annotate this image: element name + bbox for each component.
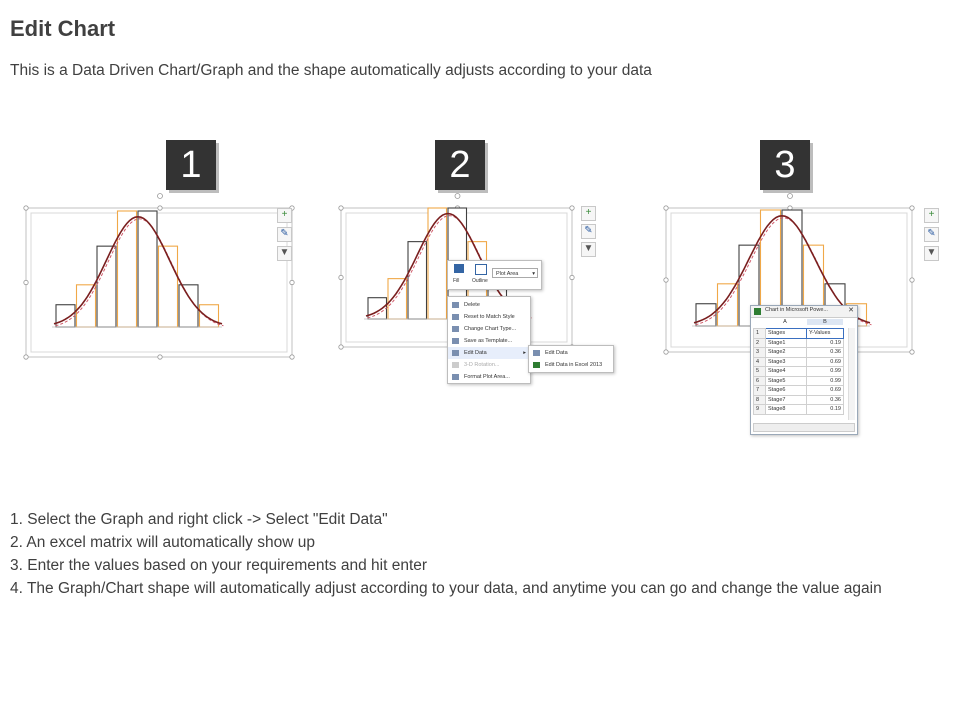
excel-icon <box>533 362 540 368</box>
page-subtitle: This is a Data Driven Chart/Graph and the shape automatically adjusts according to your data <box>10 62 652 79</box>
menu-item-reset-style[interactable]: Reset to Match Style <box>448 311 530 323</box>
format-icon <box>452 374 459 380</box>
cell-stage[interactable]: Stage4 <box>766 367 807 377</box>
cell-stage[interactable]: Stage1 <box>766 338 807 348</box>
horizontal-scrollbar[interactable] <box>753 423 855 432</box>
chart-styles-brush-icon[interactable]: ✎ <box>924 227 939 242</box>
excel-row <box>754 329 844 339</box>
chart-elements-plus-icon[interactable]: + <box>924 208 939 223</box>
row-number[interactable]: 1 <box>754 329 766 339</box>
cell-value[interactable]: 0.19 <box>807 338 844 348</box>
resize-handle[interactable] <box>290 280 294 284</box>
context-menu <box>447 296 531 384</box>
menu-item-format-plot-area[interactable]: Format Plot Area... <box>448 371 530 383</box>
excel-row <box>754 386 844 396</box>
chart-styles-brush-icon[interactable]: ✎ <box>277 227 292 242</box>
excel-window-title: Chart in Microsoft Powe... <box>765 307 828 313</box>
cell-stage[interactable]: Stage2 <box>766 348 807 358</box>
chart-bar[interactable] <box>718 284 738 326</box>
instructions <box>10 508 940 600</box>
cell-value[interactable]: 0.69 <box>807 386 844 396</box>
excel-row <box>754 395 844 405</box>
chart-bar[interactable] <box>696 304 716 326</box>
rotate-handle-icon[interactable] <box>455 194 460 199</box>
row-number[interactable]: 7 <box>754 386 766 396</box>
chevron-right-icon: ▸ <box>523 350 526 356</box>
column-header-b[interactable]: B <box>807 319 843 325</box>
menu-item-change-chart-type[interactable]: Change Chart Type... <box>448 323 530 335</box>
resize-handle[interactable] <box>158 355 162 359</box>
excel-row <box>754 376 844 386</box>
cell-stage[interactable]: Stages <box>766 329 807 339</box>
format-mini-toolbar <box>447 260 542 290</box>
menu-item-edit-data[interactable]: Edit Data ▸ <box>448 347 530 359</box>
chart-filter-icon[interactable]: ▼ <box>581 242 596 257</box>
cell-value[interactable]: Y-Values <box>807 329 844 339</box>
row-number[interactable]: 4 <box>754 357 766 367</box>
outline-pen-icon[interactable] <box>475 264 487 275</box>
delete-icon <box>452 302 459 308</box>
resize-handle[interactable] <box>910 206 914 210</box>
row-number[interactable]: 3 <box>754 348 766 358</box>
chart-styles-brush-icon[interactable]: ✎ <box>581 224 596 239</box>
close-icon[interactable]: ✕ <box>848 307 854 314</box>
chart-element-dropdown[interactable] <box>492 268 538 278</box>
row-number[interactable]: 9 <box>754 405 766 415</box>
chevron-down-icon: ▾ <box>532 271 535 277</box>
reset-style-icon <box>452 314 459 320</box>
submenu-item-edit-data[interactable]: Edit Data <box>529 347 613 359</box>
resize-handle[interactable] <box>910 350 914 354</box>
resize-handle[interactable] <box>339 345 343 349</box>
outline-label: Outline <box>472 278 488 284</box>
step-badge-3: 3 <box>760 140 810 190</box>
excel-row <box>754 367 844 377</box>
resize-handle[interactable] <box>664 206 668 210</box>
fill-label: Fill <box>453 278 460 284</box>
rotate-handle-icon[interactable] <box>158 194 163 199</box>
row-number[interactable]: 8 <box>754 395 766 405</box>
excel-grid <box>753 328 844 415</box>
instruction-step-4: 4. The Graph/Chart shape will automatically adjust according to your data, and anytime you can go and change the value again <box>10 580 882 597</box>
chart-bar[interactable] <box>138 211 157 327</box>
resize-handle[interactable] <box>24 206 28 210</box>
chart-elements-plus-icon[interactable]: + <box>277 208 292 223</box>
resize-handle[interactable] <box>339 275 343 279</box>
resize-handle[interactable] <box>570 275 574 279</box>
page-title: Edit Chart <box>10 16 116 41</box>
rotation-icon <box>452 362 459 368</box>
excel-row <box>754 348 844 358</box>
chart-panel-1[interactable] <box>20 190 300 365</box>
excel-icon <box>754 308 761 315</box>
cell-stage[interactable]: Stage6 <box>766 386 807 396</box>
instruction-step-1: 1. Select the Graph and right click -> Select "Edit Data" <box>10 511 388 528</box>
menu-item-save-template[interactable]: Save as Template... <box>448 335 530 347</box>
chart-type-icon <box>452 326 459 332</box>
cell-value[interactable]: 0.69 <box>807 357 844 367</box>
resize-handle[interactable] <box>570 206 574 210</box>
chart-bar[interactable] <box>200 305 219 327</box>
submenu-item-edit-data-excel[interactable]: Edit Data in Excel 2013 <box>529 359 613 371</box>
vertical-scrollbar[interactable] <box>848 328 855 420</box>
cell-value[interactable]: 0.99 <box>807 367 844 377</box>
chart-elements-plus-icon[interactable]: + <box>581 206 596 221</box>
cell-value[interactable]: 0.99 <box>807 376 844 386</box>
cell-stage[interactable]: Stage5 <box>766 376 807 386</box>
excel-row <box>754 338 844 348</box>
cell-stage[interactable]: Stage8 <box>766 405 807 415</box>
edit-data-icon <box>533 350 540 356</box>
cell-value[interactable]: 0.19 <box>807 405 844 415</box>
cell-value[interactable]: 0.36 <box>807 395 844 405</box>
fill-bucket-icon[interactable] <box>454 264 464 273</box>
resize-handle[interactable] <box>910 278 914 282</box>
edit-data-submenu <box>528 345 614 373</box>
row-number[interactable]: 6 <box>754 376 766 386</box>
menu-item-delete[interactable]: Delete <box>448 299 530 311</box>
step-badge-2: 2 <box>435 140 485 190</box>
excel-row <box>754 405 844 415</box>
resize-handle[interactable] <box>339 206 343 210</box>
template-icon <box>452 338 459 344</box>
resize-handle[interactable] <box>290 355 294 359</box>
step-badge-1: 1 <box>166 140 216 190</box>
resize-handle[interactable] <box>664 350 668 354</box>
resize-handle[interactable] <box>158 206 162 210</box>
excel-row <box>754 357 844 367</box>
resize-handle[interactable] <box>664 278 668 282</box>
chart-bar[interactable] <box>56 305 75 327</box>
menu-item-3d-rotation[interactable]: 3-D Rotation... <box>448 359 530 371</box>
chart-bar[interactable] <box>428 208 447 319</box>
instruction-step-3: 3. Enter the values based on your requirements and hit enter <box>10 557 428 574</box>
chart-bar[interactable] <box>368 298 387 319</box>
cell-stage[interactable]: Stage7 <box>766 395 807 405</box>
chart-bar[interactable] <box>388 279 407 319</box>
cell-stage[interactable]: Stage3 <box>766 357 807 367</box>
rotate-handle-icon[interactable] <box>788 194 793 199</box>
chart-filter-icon[interactable]: ▼ <box>924 246 939 261</box>
resize-handle[interactable] <box>24 280 28 284</box>
chart-bar[interactable] <box>118 211 137 327</box>
cell-value[interactable]: 0.36 <box>807 348 844 358</box>
excel-title-bar <box>751 306 857 318</box>
chart-element-dropdown-value: Plot Area <box>496 271 519 277</box>
edit-data-icon <box>452 350 459 356</box>
chart-bar[interactable] <box>77 285 96 327</box>
excel-data-window <box>750 305 858 435</box>
resize-handle[interactable] <box>24 355 28 359</box>
instruction-step-2: 2. An excel matrix will automatically show up <box>10 534 315 551</box>
row-number[interactable]: 5 <box>754 367 766 377</box>
chart-filter-icon[interactable]: ▼ <box>277 246 292 261</box>
column-header-a[interactable]: A <box>783 319 787 325</box>
row-number[interactable]: 2 <box>754 338 766 348</box>
